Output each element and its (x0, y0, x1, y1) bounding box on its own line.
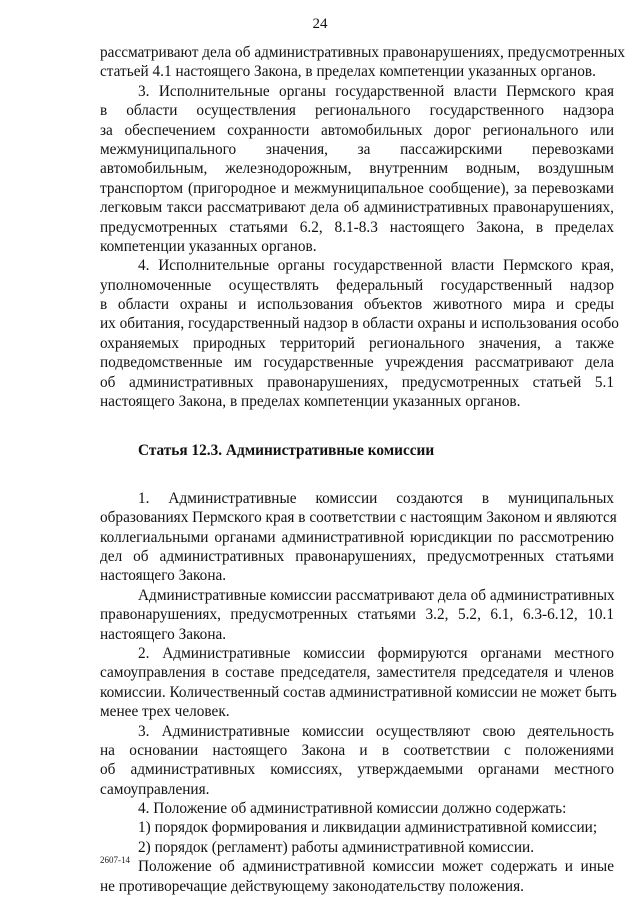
top-paragraphs (100, 43, 625, 411)
text-line: компетенции указанных органов. (100, 237, 317, 255)
paragraph (100, 489, 617, 586)
text-line: менее трех человек. (100, 703, 230, 721)
text-line: 4. Исполнительные органы государственной власти Пермского края, (138, 257, 614, 275)
text-line: уполномоченные осуществлять федеральный государственный надзор (100, 276, 614, 294)
text-line: комиссии. Количественный состав административной комиссии не может быть (100, 683, 617, 701)
text-line: 4. Положение об административной комиссии должно содержать: (138, 800, 567, 818)
text-line: не противоречащие действующему законодательству положения. (100, 877, 524, 895)
text-line: настоящего Закона. (100, 567, 227, 585)
text-line: коллегиальными органами административной юрисдикции по рассмотрению (100, 528, 614, 546)
text-line: на основании настоящего Закона и в соответствии с положениями (100, 741, 614, 759)
spacer (100, 411, 614, 441)
paragraph (100, 722, 614, 800)
text-line: охраняемых природных территорий регионального значения, а также (100, 334, 614, 352)
bottom-paragraphs (100, 489, 617, 896)
paragraph (100, 644, 617, 722)
text-line: 2. Административные комиссии формируются органами местного (138, 644, 614, 662)
paragraph (100, 857, 614, 896)
paragraph (100, 586, 614, 644)
text-line: самоуправления в составе председателя, заместителя председателя и членов (100, 664, 614, 682)
text-line: межмуниципального значения, за пассажирскими перевозками (100, 140, 614, 158)
page-number: 24 (312, 16, 328, 32)
paragraph (100, 82, 614, 257)
text-line: дел об административных правонарушениях, предусмотренных статьями (100, 547, 614, 565)
text-line: легковым такси рассматривают дела об административных правонарушениях, (100, 199, 614, 217)
text-line: 3. Административные комиссии осуществляют свою деятельность (138, 722, 614, 740)
text-line: Положение об административной комиссии может содержать и иные (138, 858, 614, 876)
text-line: Административные комиссии рассматривают дела об административных (138, 586, 615, 604)
text-line: рассматривают дела об административных правонарушениях, предусмотренных (100, 44, 625, 61)
paragraph (100, 256, 619, 411)
text-line: в области осуществления регионального государственного надзора (100, 102, 614, 120)
text-line: об административных правонарушениях, предусмотренных статьей 5.1 (100, 373, 614, 391)
text-line: транспортом (пригородное и межмуниципальное сообщение), за перевозками (100, 179, 614, 197)
paragraph (100, 818, 614, 837)
spacer (100, 461, 614, 489)
text-line: 1) порядок формирования и ликвидации административной комиссии; (138, 819, 598, 837)
text-line: подведомственные им государственные учреждения рассматривают дела (100, 354, 614, 372)
text-line: их обитания, государственный надзор в области охраны и использования особо (100, 315, 619, 333)
text-line: за обеспечением сохранности автомобильных дорог регионального или (100, 121, 614, 139)
article-heading: Статья 12.3. Административные комиссии (138, 442, 435, 460)
text-line: настоящего Закона. (100, 625, 227, 643)
text-line: правонарушениях, предусмотренных статьями 3.2, 5.2, 6.1, 6.3-6.12, 10.1 (100, 606, 614, 624)
paragraph (100, 838, 614, 857)
footer-code: 2607-14 (100, 855, 130, 865)
text-line: об административных комиссиях, утверждаемыми органами местного (100, 761, 614, 779)
text-line: настоящего Закона, в пределах компетенции указанных органов. (100, 393, 521, 411)
text-line: самоуправления. (100, 780, 210, 798)
text-line: 2) порядок (регламент) работы административной комиссии. (138, 838, 535, 856)
text-line: образованиях Пермского края в соответствии с настоящим Законом и являются (100, 509, 617, 527)
text-line: автомобильным, железнодорожным, внутренним водным, воздушным (100, 160, 614, 178)
document-body (100, 43, 625, 896)
paragraph (100, 799, 614, 818)
text-line: в области охраны и использования объектов животного мира и среды (100, 296, 614, 314)
paragraph (100, 43, 625, 82)
text-line: статьей 4.1 настоящего Закона, в пределах компетенции указанных органов. (100, 63, 596, 81)
text-line: 1. Административные комиссии создаются в муниципальных (138, 489, 614, 507)
text-line: 3. Исполнительные органы государственной власти Пермского края (138, 82, 614, 100)
text-line: предусмотренных статьями 6.2, 8.1-8.3 настоящего Закона, в пределах (100, 218, 614, 236)
